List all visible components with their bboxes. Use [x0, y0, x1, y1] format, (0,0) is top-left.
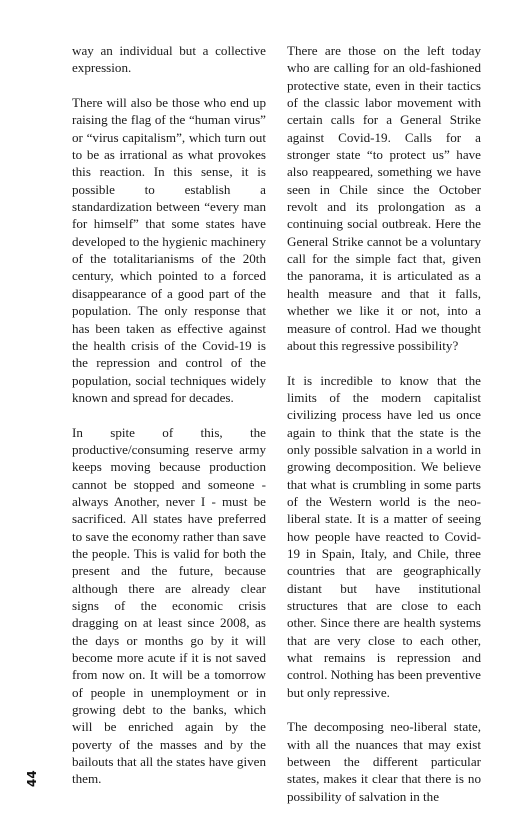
paragraph: The decomposing neo-liberal state, with all the nuances that may exist between the different particular states, makes it clear that there is no possibility of salvation in the	[287, 719, 481, 804]
paragraph: way an individual but a collective expression.	[72, 43, 266, 76]
paragraph: There will also be those who end up raising the flag of the “human virus” or “virus capitalism”, which turn out to be as irrational as what provokes this reaction. In this sense, it is possible to establish a standardization between “every man for himself” that some states have developed to the hygienic machinery of the totalitarianisms of the 20th century, which pointed to a forced disappearance of a good part of the population. The only response that has been taken as effective against the health crisis of the Covid-19 is the repression and control of the population, social techniques widely known and spread for decades.	[72, 95, 266, 405]
page-number: 44	[25, 770, 39, 787]
right-column	[287, 42, 481, 805]
spine-banner	[22, 0, 44, 760]
left-column	[72, 42, 266, 788]
paragraph: There are those on the left today who are calling for an old-fashioned protective state, even in their tactics of the classic labor movement with certain calls for a General Strike against Covid-19. Calls for a stronger state “to protect us” have also reappeared, something we have seen in Chile since the October revolt and its prolongation as a continuing social outbreak. Here the General Strike cannot be a voluntary call for the simple fact that, given the panorama, it is articulated as a health measure and that it falls, whether we like it or not, into a measure of control. Had we thought about this regressive possibility?	[287, 43, 481, 353]
paragraph: It is incredible to know that the limits of the modern capitalist civilizing process have led us once again to think that the state is the only possible salvation in a world in growing decomposition. We believe that what is crumbling in some parts of the Western world is the neo-liberal state. It is a matter of seeing how people have reacted to Covid-19 in Spain, Italy, and Chile, three countries that are geographically distant but have institutional structures that are close to each other. Since there are health systems that are very close to each other, what remains is repression and control. Nothing has been preventive but only repressive.	[287, 372, 481, 700]
paragraph: In spite of this, the productive/consuming reserve army keeps moving because production cannot be stopped and someone - always Another, never I - must be sacrificed. All states have preferred to save the economy rather than save the people. This is valid for both the present and the future, because although there are already clear signs of the economic crisis dragging on at least since 2008, as the days or months go by it will become more acute if it is not saved from now on. It will be a tomorrow of people in unemployment or in growing debt to the banks, which will be enriched again by the poverty of the masses and by the bailouts that all the states have given them.	[72, 424, 266, 787]
